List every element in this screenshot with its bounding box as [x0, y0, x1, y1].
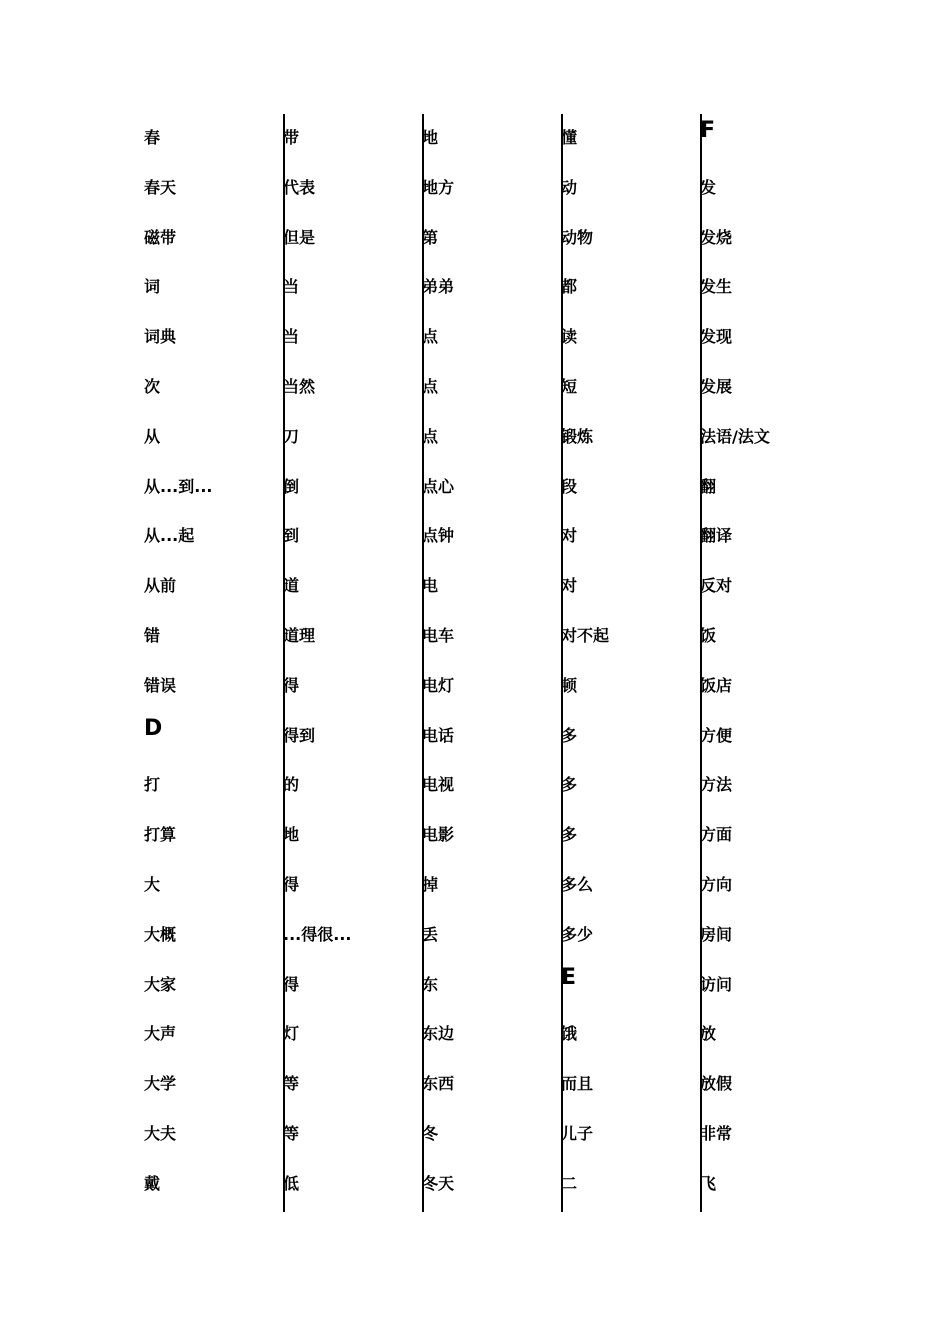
vocab-entry: 短: [561, 377, 578, 396]
vocab-entry: 词: [144, 277, 161, 297]
vocab-entry: 饭: [700, 626, 717, 645]
vocab-entry: 反对: [700, 576, 733, 596]
vocab-entry: 发烧: [700, 227, 733, 247]
vocab-entry: 点心: [422, 476, 455, 496]
vocab-entry: 得: [283, 974, 300, 994]
vocab-entry: 大: [144, 875, 161, 894]
vocab-entry: 当: [283, 277, 300, 297]
vocab-entry: 错误: [144, 675, 177, 695]
vocab-entry: 冬: [422, 1124, 439, 1143]
vocab-entry: 方向: [700, 875, 733, 894]
section-letter: D: [144, 715, 163, 741]
vocab-entry: 掉: [422, 875, 439, 894]
vocab-entry: 放假: [700, 1074, 733, 1094]
vocab-entry: 儿子: [561, 1124, 594, 1143]
vocab-entry: 地: [422, 128, 439, 147]
vocab-entry: 东边: [422, 1024, 455, 1044]
vocab-entry: 发: [700, 177, 717, 197]
vocab-column-1: [144, 114, 285, 1212]
vocab-entry: 多: [561, 825, 578, 845]
vocab-entry: 得到: [283, 725, 316, 745]
vocab-entry: 丢: [422, 924, 439, 944]
vocab-entry: 顿: [561, 675, 578, 695]
vocab-entry: 大学: [144, 1074, 177, 1094]
vocab-entry: 道: [283, 576, 300, 596]
vocab-entry: 从: [144, 426, 161, 446]
vocab-entry: 第: [422, 227, 439, 247]
vocab-entry: 到: [283, 526, 300, 546]
vocab-entry: 发现: [700, 327, 733, 347]
vocab-entry: 等: [283, 1124, 300, 1143]
vocab-entry: 电视: [422, 775, 455, 795]
vocab-entry: 饭店: [700, 675, 733, 695]
vocab-entry: 打: [144, 775, 161, 795]
vocab-entry: 动: [561, 177, 578, 197]
vocab-entry: 多: [561, 725, 578, 745]
vocab-entry: 方便: [700, 725, 733, 745]
vocab-entry: 的: [283, 775, 300, 795]
vocab-entry: 次: [144, 377, 161, 396]
vocab-entry: 多么: [561, 875, 594, 894]
vocab-entry: 电车: [422, 626, 455, 645]
vocab-entry: 都: [561, 277, 578, 297]
vocab-entry: 放: [700, 1024, 717, 1044]
vocab-column-5: [700, 114, 839, 1212]
vocab-entry: 电影: [422, 825, 455, 845]
vocab-entry: 春天: [144, 177, 177, 197]
vocab-entry: 点: [422, 327, 439, 347]
vocab-entry: 方法: [700, 775, 733, 795]
vocab-entry: 得: [283, 675, 300, 695]
section-letter: E: [561, 964, 577, 990]
vocab-entry: 动物: [561, 227, 594, 247]
section-letter: F: [700, 118, 716, 143]
vocab-entry: 二: [561, 1173, 578, 1193]
vocab-entry: ...得很...: [283, 924, 352, 944]
vocab-entry: 春: [144, 128, 161, 147]
vocab-entry: 点: [422, 377, 439, 396]
vocab-entry: 点: [422, 426, 439, 446]
vocab-entry: 戴: [144, 1173, 161, 1193]
vocab-entry: 对不起: [561, 626, 610, 645]
vocab-entry: 电话: [422, 725, 455, 745]
vocab-entry: 灯: [283, 1024, 300, 1044]
vocab-entry: 非常: [700, 1124, 733, 1143]
vocab-entry: 发生: [700, 277, 733, 297]
vocab-entry: 当然: [283, 377, 316, 396]
vocab-entry: 大概: [144, 924, 177, 944]
vocab-entry: 打算: [144, 825, 177, 845]
vocab-entry: 锻炼: [561, 426, 594, 446]
vocab-entry: 冬天: [422, 1173, 455, 1193]
vocab-entry: 多少: [561, 924, 594, 944]
vocab-entry: 对: [561, 526, 578, 546]
vocab-entry: 当: [283, 327, 300, 347]
vocab-entry: 对: [561, 576, 578, 596]
vocab-entry: 东: [422, 974, 439, 994]
vocab-entry: 饿: [561, 1024, 578, 1044]
vocab-entry: 电灯: [422, 675, 455, 695]
vocab-entry: 弟弟: [422, 277, 455, 297]
vocab-entry: 点钟: [422, 526, 455, 546]
vocab-entry: 大家: [144, 974, 177, 994]
vocab-entry: 等: [283, 1074, 300, 1094]
vocab-entry: 刀: [283, 426, 300, 446]
vocab-column-2: [283, 114, 424, 1212]
vocab-entry: 而且: [561, 1074, 594, 1094]
vocab-entry: 倒: [283, 476, 300, 496]
vocab-entry: 多: [561, 775, 578, 795]
vocab-entry: 访问: [700, 974, 733, 994]
vocab-entry: 错: [144, 626, 161, 645]
vocab-entry: 得: [283, 875, 300, 894]
vocab-entry: 法语/法文: [700, 426, 770, 446]
vocab-entry: 翻译: [700, 526, 733, 546]
vocab-entry: 词典: [144, 327, 177, 347]
vocab-entry: 段: [561, 476, 578, 496]
vocab-entry: 大声: [144, 1024, 177, 1044]
vocab-entry: 从...到...: [144, 476, 213, 496]
vocab-entry: 电: [422, 576, 439, 596]
vocab-entry: 飞: [700, 1173, 717, 1193]
vocab-entry: 翻: [700, 476, 717, 496]
vocab-entry: 房间: [700, 924, 733, 944]
vocab-entry: 但是: [283, 227, 316, 247]
vocab-entry: 从...起: [144, 526, 195, 546]
vocab-entry: 地方: [422, 177, 455, 197]
vocab-column-4: [561, 114, 702, 1212]
vocab-entry: 磁带: [144, 227, 177, 247]
vocab-entry: 东西: [422, 1074, 455, 1094]
vocab-entry: 懂: [561, 128, 578, 147]
vocab-entry: 地: [283, 825, 300, 845]
vocab-entry: 道理: [283, 626, 316, 645]
vocab-entry: 方面: [700, 825, 733, 845]
vocab-entry: 大夫: [144, 1124, 177, 1143]
vocab-entry: 代表: [283, 177, 316, 197]
vocab-column-3: [422, 114, 563, 1212]
vocab-entry: 读: [561, 327, 578, 347]
vocab-entry: 低: [283, 1173, 300, 1193]
vocab-entry: 带: [283, 128, 300, 147]
vocab-entry: 从前: [144, 576, 177, 596]
vocab-entry: 发展: [700, 377, 733, 396]
